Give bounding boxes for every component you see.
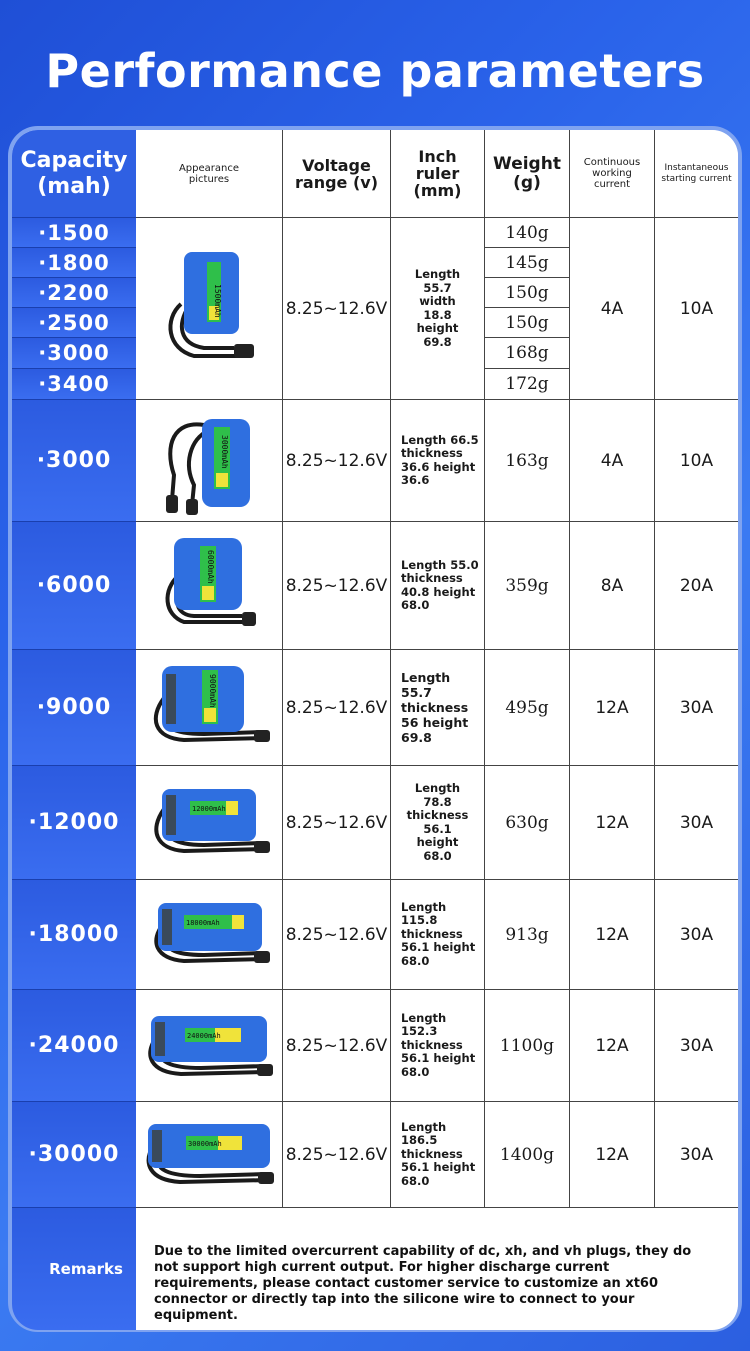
continuous-3000: 4A [570,400,655,522]
voltage-group1: 8.25~12.6V [283,218,391,400]
battery-label: 1500mAh [213,283,222,318]
continuous-30000: 12A [570,1102,655,1208]
capacity-3000a: ·3000 [12,338,136,369]
battery-image-1500 [136,218,283,400]
remarks-label: Remarks [12,1208,136,1330]
instant-6000: 20A [655,522,738,650]
capacity-30000: ·30000 [12,1102,136,1208]
voltage-9000: 8.25~12.6V [283,650,391,766]
battery-label: 30000mAh [188,1139,222,1148]
battery-pack-icon [154,530,264,642]
capacity-12000: ·12000 [12,766,136,880]
weight-12000: 630g [485,766,570,880]
battery-label: 6000mAh [206,549,215,584]
header-weight: Weight (g) [485,130,570,218]
header-appearance: Appearance pictures [136,130,283,218]
capacity-2500: ·2500 [12,308,136,338]
voltage-30000: 8.25~12.6V [283,1102,391,1208]
capacity-9000: ·9000 [12,650,136,766]
instant-group1: 10A [655,218,738,400]
continuous-24000: 12A [570,990,655,1102]
header-size: Inch ruler (mm) [391,130,485,218]
size-18000: Length 115.8 thickness 56.1 height 68.0 [391,880,485,990]
battery-pack-icon [144,658,274,758]
weight-30000: 1400g [485,1102,570,1208]
weight-9000: 495g [485,650,570,766]
weight-6000: 359g [485,522,570,650]
battery-label: 24000mAh [187,1031,221,1040]
header-continuous: Continuous working current [570,130,655,218]
voltage-3000: 8.25~12.6V [283,400,391,522]
battery-pack-icon [144,889,274,981]
battery-image-30000 [136,1102,283,1208]
battery-pack-icon [159,244,259,374]
page-title: Performance parameters [45,44,705,98]
weight-1500: 140g [485,218,570,248]
battery-image-12000 [136,766,283,880]
battery-image-3000 [136,400,283,522]
instant-30000: 30A [655,1102,738,1208]
size-group1: Length 55.7 width 18.8 height 69.8 [391,218,485,400]
battery-image-9000 [136,650,283,766]
size-12000: Length 78.8 thickness 56.1 height 68.0 [391,766,485,880]
capacity-3400: ·3400 [12,369,136,400]
battery-pack-icon [154,405,264,517]
instant-18000: 30A [655,880,738,990]
continuous-6000: 8A [570,522,655,650]
battery-label: 12000mAh [192,804,226,813]
battery-pack-icon [140,1110,278,1200]
remarks-text: Due to the limited overcurrent capability of dc, xh, and vh plugs, they do not support high current output. For higher discharge current requirements, please contact customer service to customize an xt60 connector or directly tap into the silicone wire to connect to your equipment. [136,1208,738,1330]
voltage-12000: 8.25~12.6V [283,766,391,880]
header-voltage: Voltage range (v) [283,130,391,218]
weight-2500: 150g [485,308,570,338]
battery-image-24000 [136,990,283,1102]
battery-image-6000 [136,522,283,650]
spec-table [12,130,738,1330]
battery-label: 3000mAh [220,434,229,469]
instant-24000: 30A [655,990,738,1102]
battery-pack-icon [141,1000,277,1092]
capacity-18000: ·18000 [12,880,136,990]
size-6000: Length 55.0 thickness 40.8 height 68.0 [391,522,485,650]
capacity-1500: ·1500 [12,218,136,248]
capacity-6000: ·6000 [12,522,136,650]
weight-2200: 150g [485,278,570,308]
weight-3000a: 168g [485,338,570,369]
capacity-24000: ·24000 [12,990,136,1102]
voltage-6000: 8.25~12.6V [283,522,391,650]
battery-label: 9000mAh [208,673,217,708]
battery-image-18000 [136,880,283,990]
continuous-9000: 12A [570,650,655,766]
weight-3000: 163g [485,400,570,522]
weight-1800: 145g [485,248,570,278]
size-3000: Length 66.5 thickness 36.6 height 36.6 [391,400,485,522]
weight-24000: 1100g [485,990,570,1102]
capacity-3000: ·3000 [12,400,136,522]
capacity-1800: ·1800 [12,248,136,278]
capacity-2200: ·2200 [12,278,136,308]
weight-3400: 172g [485,369,570,400]
instant-3000: 10A [655,400,738,522]
voltage-18000: 8.25~12.6V [283,880,391,990]
size-30000: Length 186.5 thickness 56.1 height 68.0 [391,1102,485,1208]
instant-9000: 30A [655,650,738,766]
header-capacity: Capacity (mah) [12,130,136,218]
continuous-group1: 4A [570,218,655,400]
instant-12000: 30A [655,766,738,880]
weight-18000: 913g [485,880,570,990]
battery-pack-icon [144,775,274,871]
header-instant: Instantaneous starting current [655,130,738,218]
continuous-12000: 12A [570,766,655,880]
battery-label: 18000mAh [186,918,220,927]
voltage-24000: 8.25~12.6V [283,990,391,1102]
size-24000: Length 152.3 thickness 56.1 height 68.0 [391,990,485,1102]
size-9000: Length 55.7 thickness 56 height 69.8 [391,650,485,766]
continuous-18000: 12A [570,880,655,990]
